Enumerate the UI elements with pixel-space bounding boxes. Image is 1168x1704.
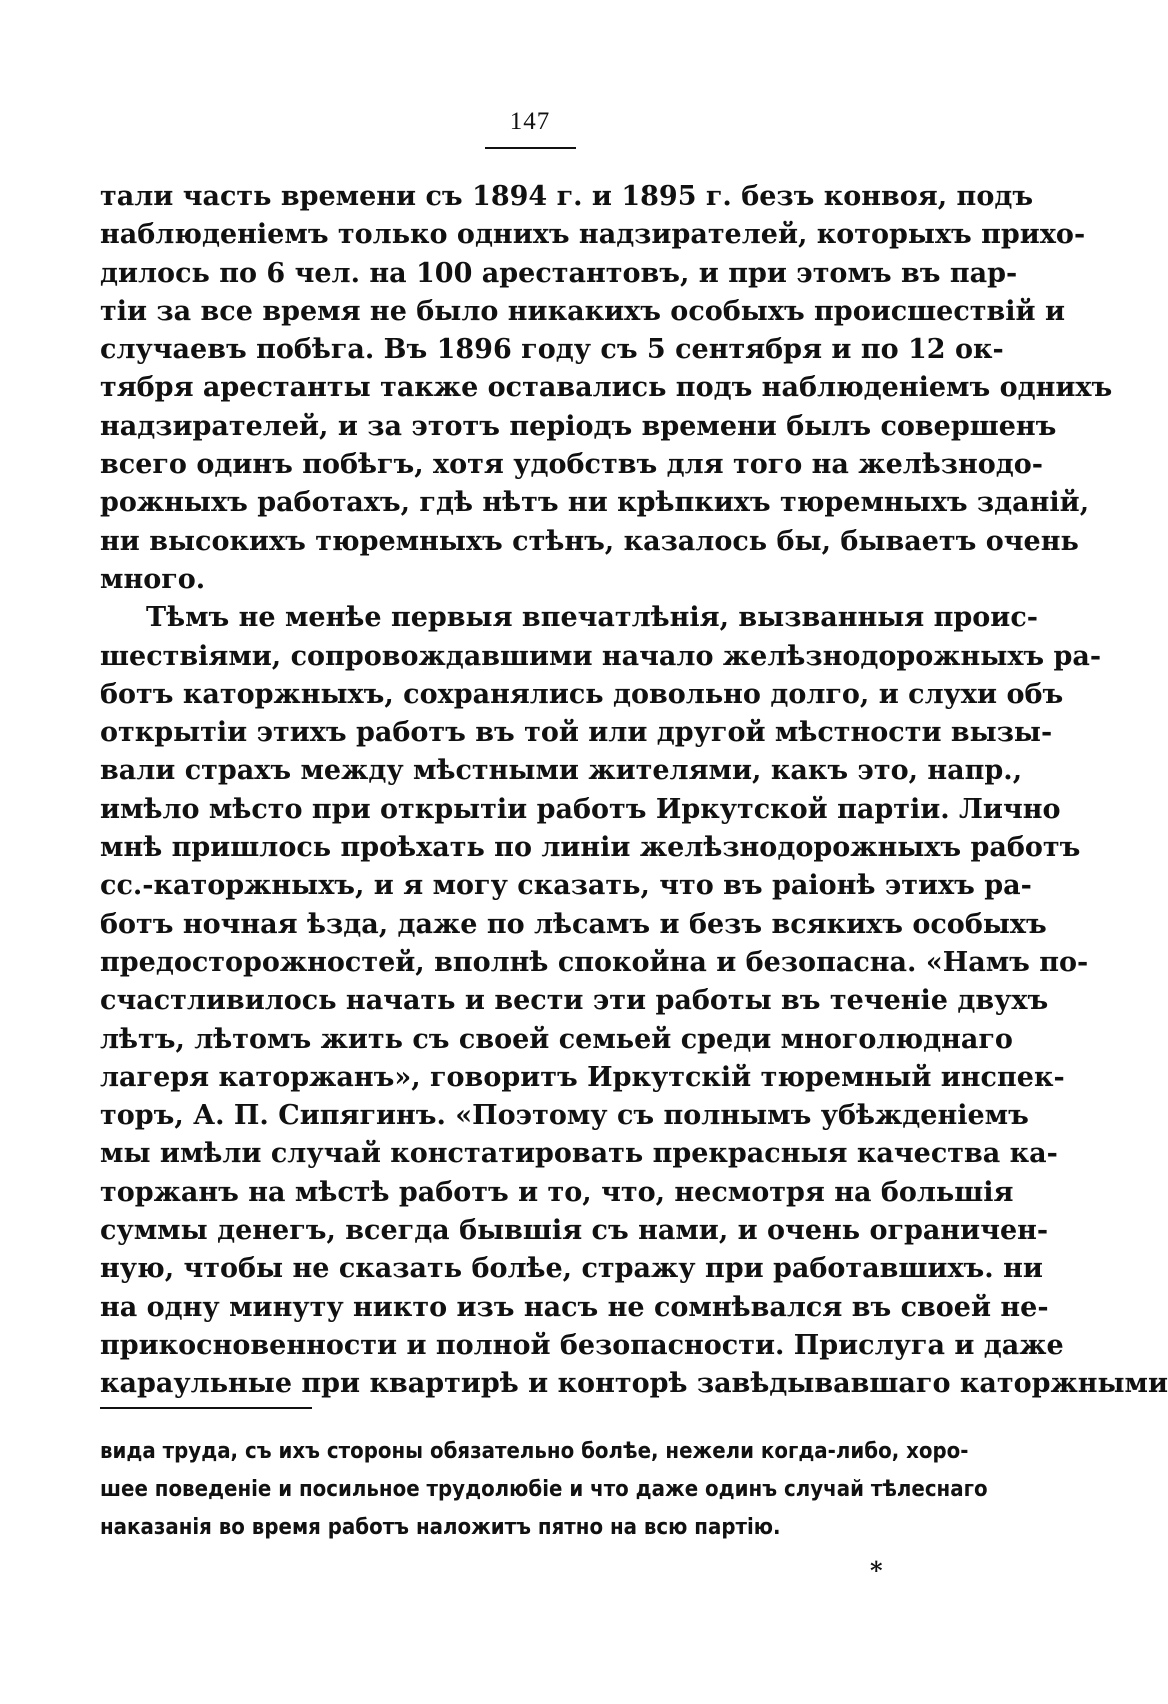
- text-line: тября арестанты также оставались подъ наблюденіемъ однихъ: [100, 372, 1113, 404]
- text-line: торъ, А. П. Сипягинъ. «Поэтому съ полнымъ убѣжденіемъ: [100, 1100, 1029, 1132]
- text-line: ни высокихъ тюремныхъ стѣнъ, казалось бы, бываетъ очень: [100, 525, 1079, 557]
- text-line: лѣтъ, лѣтомъ жить съ своей семьей среди многолюднаго: [100, 1023, 1013, 1055]
- text-line: открытіи этихъ работъ въ той или другой мѣстности вызы-: [100, 717, 1053, 749]
- text-line: надзирателей, и за этотъ періодъ времени былъ совершенъ: [100, 410, 1057, 442]
- signature-mark: *: [870, 1556, 883, 1585]
- text-line: торжанъ на мѣстѣ работъ и то, что, несмотря на большія: [100, 1176, 1014, 1208]
- text-line: мнѣ пришлось проѣхать по линіи желѣзнодорожныхъ работъ: [100, 832, 1081, 864]
- text-line: наблюденіемъ только однихъ надзирателей, которыхъ прихо-: [100, 219, 1086, 251]
- text-line: на одну минуту никто изъ насъ не сомнѣвался въ своей не-: [100, 1291, 1049, 1323]
- text-line: имѣло мѣсто при открытіи работъ Иркутской партіи. Лично: [100, 793, 1061, 825]
- text-line: случаевъ побѣга. Въ 1896 году съ 5 сентября и по 12 ок-: [100, 334, 1004, 366]
- text-line: караульные при квартирѣ и конторѣ завѣдывавшаго каторжными: [100, 1368, 1168, 1400]
- footnote-line: шее поведеніе и посильное трудолюбіе и что даже одинъ случай тѣлеснаго: [100, 1477, 988, 1502]
- text-line: ную, чтобы не сказать болѣе, стражу при работавшихъ. ни: [100, 1253, 1043, 1285]
- footnote-separator: [100, 1407, 312, 1409]
- text-line: суммы денегъ, всегда бывшія съ нами, и очень ограничен-: [100, 1215, 1049, 1247]
- page-number: 147: [509, 108, 551, 135]
- text-line: сс.-каторжныхъ, и я могу сказать, что въ раіонѣ этихъ ра-: [100, 870, 1032, 902]
- main-text: [100, 178, 1168, 1404]
- paragraph-start-line: Тѣмъ не менѣе первыя впечатлѣнія, вызванныя проис-: [146, 602, 1038, 634]
- text-line: тали часть времени съ 1894 г. и 1895 г. безъ конвоя, подъ: [100, 181, 1034, 212]
- footnote-line: вида труда, съ ихъ стороны обязательно болѣе, нежели когда-либо, хоро-: [100, 1439, 969, 1464]
- text-line: всего одинъ побѣгъ, хотя удобствъ для того на желѣзнодо-: [100, 449, 1043, 481]
- text-line: шествіями, сопровождавшими начало желѣзнодорожныхъ ра-: [100, 640, 1102, 672]
- text-line: дилось по 6 чел. на 100 арестантовъ, и при этомъ въ пар-: [100, 257, 1018, 289]
- text-line: много.: [100, 563, 206, 595]
- text-line: ботъ каторжныхъ, сохранялись довольно долго, и слухи объ: [100, 678, 1064, 710]
- text-line: лагеря каторжанъ», говоритъ Иркутскій тюремный инспек-: [100, 1061, 1065, 1093]
- text-line: прикосновенности и полной безопасности. Прислуга и даже: [100, 1329, 1064, 1361]
- text-line: тіи за все время не было никакихъ особыхъ происшествій и: [100, 295, 1065, 327]
- text-line: предосторожностей, вполнѣ спокойна и безопасна. «Намъ по-: [100, 946, 1089, 978]
- text-line: мы имѣли случай констатировать прекрасныя качества ка-: [100, 1138, 1058, 1170]
- footnote: [100, 1433, 988, 1547]
- page-number-underline: [485, 147, 576, 149]
- text-line: счастливилось начать и вести эти работы въ теченіе двухъ: [100, 985, 1049, 1017]
- text-line: рожныхъ работахъ, гдѣ нѣтъ ни крѣпкихъ тюремныхъ зданій,: [100, 487, 1090, 519]
- footnote-line: наказанія во время работъ наложитъ пятно на всю партію.: [100, 1515, 781, 1540]
- text-line: ботъ ночная ѣзда, даже по лѣсамъ и безъ всякихъ особыхъ: [100, 908, 1047, 940]
- text-line: вали страхъ между мѣстными жителями, какъ это, напр.,: [100, 755, 1023, 787]
